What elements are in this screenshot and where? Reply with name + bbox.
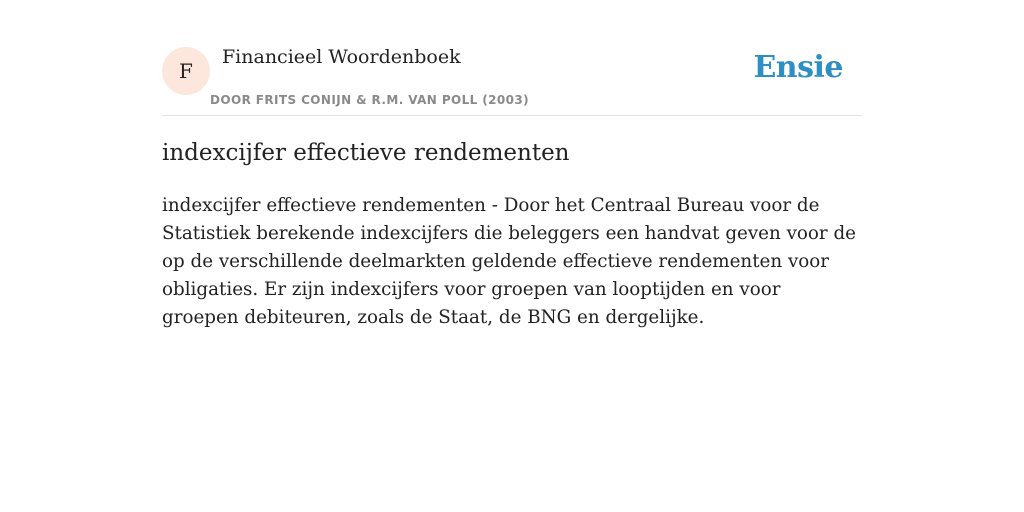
avatar-letter: F	[179, 59, 193, 83]
header-divider	[162, 115, 862, 116]
ensie-logo-link[interactable]: Ensie	[753, 50, 843, 85]
entry-definition: indexcijfer effectieve rendementen - Door het Centraal Bureau voor de Statistiek berekende indexcijfers die beleggers een handvat geven voor de op de verschillende deelmarkten geldende effectieve rendementen voor obligaties. Er zijn indexcijfers voor groepen van looptijden en voor groepen debiteuren, zoals de Staat, de BNG en dergelijke.	[162, 195, 856, 328]
entry-term: indexcijfer effectieve rendementen	[162, 140, 570, 166]
dictionary-avatar[interactable]	[162, 47, 210, 95]
dictionary-title-link[interactable]: Financieel Woordenboek	[222, 46, 461, 68]
author-line: DOOR FRITS CONIJN & R.M. VAN POLL (2003)	[210, 93, 530, 107]
